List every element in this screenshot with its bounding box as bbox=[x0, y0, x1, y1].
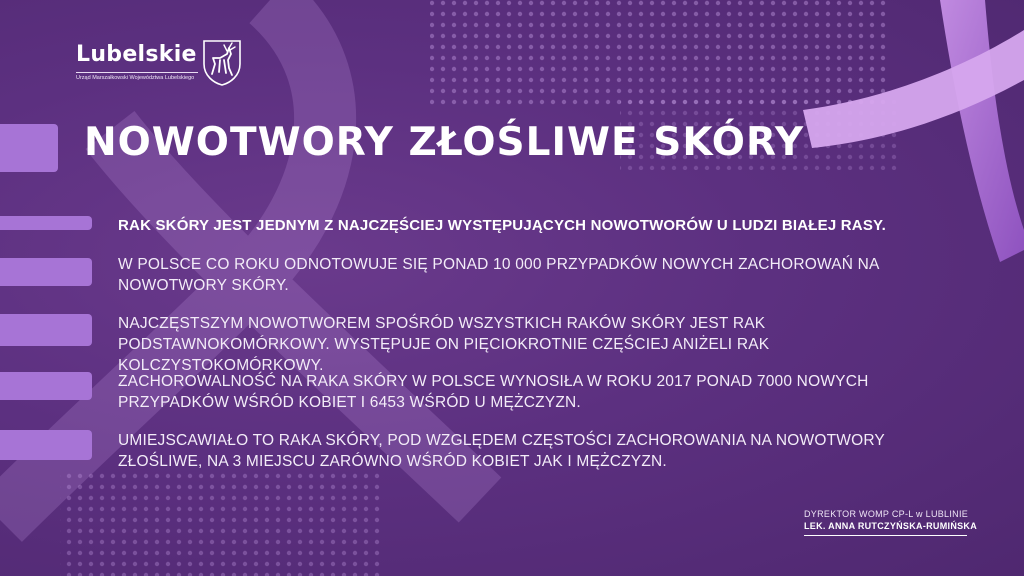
signature-underline bbox=[804, 535, 967, 536]
signature-role: DYREKTOR WOMP CP-L w LUBLINIE bbox=[804, 509, 969, 519]
logo-subtitle: Urząd Marszałkowski Województwa Lubelskiego bbox=[76, 75, 195, 81]
logo-name: Lubelskie bbox=[76, 42, 197, 67]
accent-bar bbox=[0, 258, 92, 286]
paragraph-4: ZACHOROWALNOŚĆ NA RAKA SKÓRY W POLSCE WYNOSIŁA W ROKU 2017 PONAD 7000 NOWYCH PRZYPADKÓW WŚRÓD KOBIET I 6453 WŚRÓD U MĘŻCZYZN. bbox=[118, 373, 869, 411]
page-title: NOWOTWORY ZŁOŚLIWE SKÓRY bbox=[84, 120, 805, 165]
logo-divider bbox=[76, 72, 198, 73]
paragraph-1: RAK SKÓRY JEST JEDNYM Z NAJCZĘŚCIEJ WYSTĘPUJĄCYCH NOWOTWORÓW U LUDZI BIAŁEJ RASY. bbox=[118, 217, 886, 234]
paragraph-2: W POLSCE CO ROKU ODNOTOWUJE SIĘ PONAD 10 000 PRZYPADKÓW NOWYCH ZACHOROWAŃ NA NOWOTWORY SKÓRY. bbox=[118, 256, 879, 294]
accent-bar bbox=[0, 124, 58, 172]
signature-name: LEK. ANNA RUTCZYŃSKA-RUMIŃSKA bbox=[804, 521, 978, 531]
signature bbox=[804, 509, 978, 536]
deer-crest-icon bbox=[200, 38, 244, 86]
logo bbox=[76, 38, 246, 88]
accent-bar bbox=[0, 430, 92, 460]
paragraph-3: NAJCZĘSTSZYM NOWOTWOREM SPOŚRÓD WSZYSTKICH RAKÓW SKÓRY JEST RAK PODSTAWNOKOMÓRKOWY. WYSTĘPUJE ON PIĘCIOKROTNIE CZĘŚCIEJ ANIŻELI RAK KOLCZYSTOKOMÓRKOWY. bbox=[118, 315, 770, 374]
paragraph-5: UMIEJSCAWIAŁO TO RAKA SKÓRY, POD WZGLĘDEM CZĘSTOŚCI ZACHOROWANIA NA NOWOTWORY ZŁOŚLIWE, NA 3 MIEJSCU ZARÓWNO WŚRÓD KOBIET JAK I MĘŻCZYZN. bbox=[118, 432, 885, 470]
accent-bar bbox=[0, 216, 92, 230]
accent-bar bbox=[0, 372, 92, 400]
accent-bar bbox=[0, 314, 92, 346]
